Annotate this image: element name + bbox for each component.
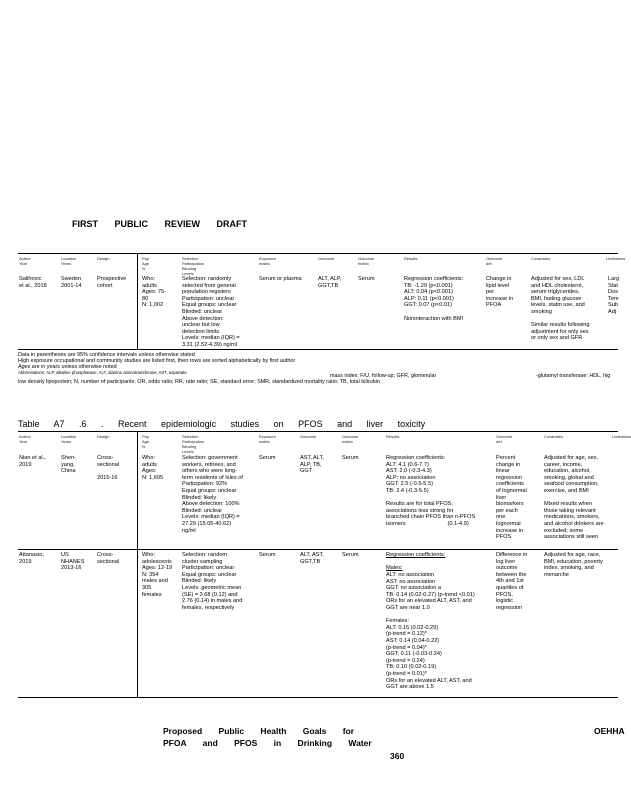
table2-r2-results-title: Regression coefficients: (386, 552, 446, 558)
table1-matrix: Serum (358, 276, 375, 282)
table2-r1-author: Nian et al., 2019 (19, 455, 46, 468)
table2-r2-matrix: Serum (342, 552, 359, 558)
table2-header-design: Design (97, 434, 110, 439)
table2-r2-population: Who: adolescents Ages: 12-19 N: 354 males and 305 females (142, 552, 173, 598)
table1-header-covariates: Covariates (531, 256, 551, 261)
table2-r1-results: Regression coefficients: ALT: 4.1 (0.6-7.7) AST: 2.0 (-0.3-4.3) ALP: no association GGT: 2.5 (-0.5-5.5) TB: 2.4 (-0.3-5.5) Results are for total PFOS; associations less strong for branched chain PFOS than n-PFOS isomers (0.1-4.9) (386, 455, 476, 527)
table1-header-design: Design (97, 256, 110, 261)
note-abbreviations-cont: low density lipoprotein; N, number of participants; OR, odds ratio; RR, rate ratio; SE, standard error; SMR, standardized mortality ratio; TB, total bilirubin (18, 379, 380, 385)
table2-r2-author: Attanasio, 2019 (19, 552, 44, 565)
table2-header-matrix: Outcome matrix (342, 434, 359, 444)
table2-col-divider (137, 431, 138, 697)
table2-r2-location: US NHANES 2013-16 (61, 552, 85, 572)
table2-header-selection: Selection Participation Blinding Levels (182, 434, 205, 454)
table2-r1-matrix: Serum (342, 455, 359, 461)
table1-outcome: ALT, ALP, GGT,TB (318, 276, 342, 289)
footer-agency: OEHHA (594, 726, 625, 736)
table2-r2-outcome: ALT, AST, GGT,TB (300, 552, 324, 565)
footer-title-line2: PFOA and PFOS in Drinking Water (163, 738, 372, 748)
table2-header-exposure: Exposure matrix (259, 434, 276, 444)
table2-r1-location: Shen- yang, China (61, 455, 76, 475)
table2-row-divider (18, 549, 618, 550)
table1-header-matrix: Outcome matrix (358, 256, 375, 266)
table1-col-divider (137, 253, 138, 349)
table1-header-limitations: Limitations (606, 256, 626, 261)
note-abbreviations-c: -glutamyl transferase; HDL, hig (536, 373, 611, 379)
footer-title-line1: Proposed Public Health Goals for (163, 726, 355, 736)
table2-r2-results-males-heading: Males: (386, 565, 403, 571)
table2-r1-outcome: AST, ALT, ALP, TB, GGT (300, 455, 324, 475)
note-ci: Data in parentheses are 95% confidence intervals unless otherwise stated (18, 352, 195, 358)
table2-header-author: Author Year (19, 434, 31, 444)
page-number: 360 (390, 751, 405, 761)
table1-author: Salihovic et al., 2018 (19, 276, 47, 289)
table1-header-outcome: Outcome (318, 256, 335, 261)
table2-header-covariates: Covariates (544, 434, 564, 439)
table1-top-rule (18, 253, 618, 254)
draft-watermark: FIRST PUBLIC REVIEW DRAFT (72, 219, 247, 229)
table2-bottom-rule (18, 697, 618, 698)
table1-header-outcome-def: Outcome def. (486, 256, 503, 266)
table2-r2-covariates: Adjusted for age, race, BMI, education, poverty index, smoking, and menarche (544, 552, 603, 578)
table2-caption: Table A7 .6 . Recent epidemiologic studies on PFOS and liver toxicity (18, 419, 426, 429)
table1-results: Regression coefficients: TB: -1.29 (p<0.001) ALT: 0.04 (p<0.001) ALP: 0.11 (p<0.001) GGT: 0.07 (p<0.01) Noninteraction with BMI (404, 276, 464, 322)
table1-header-location: Location Years (61, 256, 77, 266)
table1-header-selection: Selection Participation Blinding Levels (182, 256, 205, 276)
table2-r1-selection: Selection: government workers, retirees, and others who were long- term residents of Isles of Participation: 92% Equal groups: unclear Blinded: likely Above detection: 100% Blinded: unclear Levels: median (IQR) = 27.29 (15.05-40.62) ng/ml (182, 455, 243, 534)
table2-header-population: Pop Age N (142, 434, 150, 449)
table1-header-results: Results (404, 256, 418, 261)
table2-header-location: Location Years (61, 434, 77, 444)
table1-bottom-rule (18, 349, 618, 350)
table2-top-rule (18, 431, 618, 432)
table2-r1-exposure: Serum (259, 455, 276, 461)
table1-header-population: Pop Age N (142, 256, 150, 271)
table2-header-results: Results (386, 434, 400, 439)
table2-r1-outcome-def: Percent change in linear regression coefficients of lognormal liver biomarkers per each one lognormal increase in PFOS (496, 455, 527, 541)
table2-r1-covariates: Adjusted for age, sex, career, income, education, alcohol, smoking, global and seafood consumption, exercise, and BMI Mixed results when those taking relevant medications, smokers, and alcohol drinkers are excluded; some associations still seen (544, 455, 604, 541)
table2-r2-exposure: Serum (259, 552, 276, 558)
table1-limitations: Larg Stat Dos Tem Sub Adj (608, 276, 620, 315)
note-abbreviations: Abbreviations: ALP, alkaline phosphatase; ALT, alanine aminotransferase; AST, aspartate (18, 370, 187, 375)
table2-header-outcome-def: Outcome def. (496, 434, 513, 444)
table2-r2-design: Cross- sectional (97, 552, 120, 565)
table2-r1-design: Cross- sectional 2015-16 (97, 455, 120, 481)
table1-location: Sweden 2001-14 (61, 276, 82, 289)
table1-covariates: Adjusted for sex, LDL and HDL cholesterol, serum triglycerides, BMI, fasting glucose levels, statin use, and smoking Similar results following adjustment for only sex or only sex and GFR (531, 276, 590, 342)
table1-design: Prospective cohort (97, 276, 127, 289)
table2-r2-results: ALT: no association AST: no association GGT: no association a TB: 0.14 (0.02-0.27) (p-trend <0.01) ORs for an elevated ALT, AST, and GGT are near 1.0 Females: ALT: 0.15 (0.02-0.29) (p-trend = 0.12)* AST: 0.14 (0.04-0.22) (p-trend = 0.04)* GGT: 0.11 (-0.03-0.24) (p-trend = 0.24) TB: 0.10 (0.02-0.19) (p-trend = 0.01)* ORs for an elevated ALT, AST, and GGT are above 1.5 (386, 572, 475, 691)
table1-header-exposure: Exposure matrix (259, 256, 276, 266)
table1-selection: Selection: randomly selected from general population registers Participation: unclear Equal groups: unclear Blinded: unclear Above detection: unclear but low detection limits Levels: median (IQR) = 3.31 (2.52-4.39) ng/ml (182, 276, 240, 348)
table1-population: Who: adults Ages: 75- 80 N: 1,002 (142, 276, 166, 309)
note-abbreviations-b: mass index; F/U, follow-up; GFR, glomerular (330, 373, 437, 379)
table1-header-author: Author Year (19, 256, 31, 266)
table2-header-limitations: Limitations (612, 434, 631, 439)
table2-r2-selection: Selection: random cluster sampling Participation: unclear Equal groups: unclear Blinded: likely Levels: geometric mean (SE) = 3.68 (0.12) and 2.76 (0.14) in males and females, respectively (182, 552, 243, 611)
table2-r1-population: Who: adults Ages: N: 1,605 (142, 455, 164, 481)
table1-exposure: Serum or plasma (259, 276, 302, 282)
note-order: High exposure occupational and community studies are listed first, then rows are sorted alphabetically by first author (18, 358, 296, 364)
table2-header-outcome: Outcome (300, 434, 317, 439)
table2-r2-outcome-def: Difference in log liver outcome between the 4th and 1st quartiles of PFOS, logistic regression (496, 552, 528, 611)
note-ages: Ages are in years unless otherwise noted (18, 364, 117, 370)
table1-outcome-def: Change in lipid level per increase in PFOA (486, 276, 514, 309)
